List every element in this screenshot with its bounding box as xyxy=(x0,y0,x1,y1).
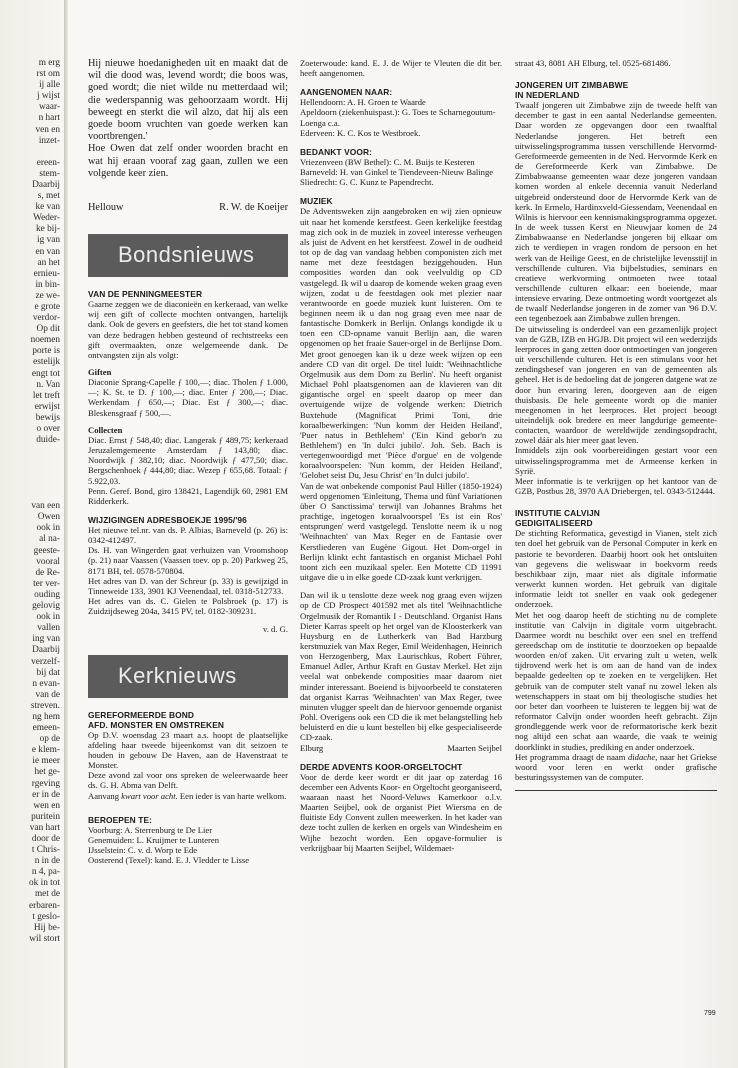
fragment-line: engt tot xyxy=(31,368,60,379)
column-3 xyxy=(515,58,717,1018)
bedankt-line: Vriezenveen (BW Bethel): C. M. Buijs te Kesteren xyxy=(300,156,475,167)
fragment-line xyxy=(0,490,60,501)
fragment-line xyxy=(0,479,60,490)
page-number: 799 xyxy=(704,1010,716,1017)
fragment-line: puritein xyxy=(31,811,60,822)
zimbabwe-text-4: Meer informatie is te verkrijgen op het kantoor van de GZB, Postbus 28, 3970 AA Driebergen, tel. 0343-512444. xyxy=(515,475,717,497)
fragment-line: vallen xyxy=(37,623,60,634)
adresboekje-text-1: Het nieuwe tel.nr. van ds. P. Albias, Barneveld (p. 26) is: 0342-412497. xyxy=(88,525,288,546)
fragment-line: ereen- xyxy=(36,157,60,168)
muziek-text-3: Dan wil ik u tenslotte deze week nog graag even wijzen op de CD Prospect 401592 met als titel 'Weihnachtliche Orgelmusik der Romantik I - Deutschland. Organist Hans Dieter Karras speelt op het orgel van de Kloosterkerk van Huysburg en de Lutherkerk van Bad Harzburg kerstmuziek van Max Reger, Emil Weidenhagen, Heinrich von Herzogenberg, Max Laurischkus, Robert Führer, Emanuel Adler, Arthur Kraft en Gustav Merkel. Het zijn veelal wat onbekende composities maar daarom niet minder interessant. Boeiend is bijvoorbeeld te constateren dat organist Karras 'Weihnachten' van Max Reger, twee minuten vlugger speelt dan de hiervoor genoemde organist Pohl. Overigens ook een CD die ik met belangstelling heb beluisterd en die u kunt bestellen bij elke gespecialiseerde CD-zaak. xyxy=(300,590,502,743)
collecten-address: Penn. Geref. Bond, giro 138421, Lagendijk 60, 2981 EM Ridderkerk. xyxy=(88,485,288,506)
monster-time: kwart voor acht. xyxy=(121,790,178,801)
fragment-line: n 4, pa- xyxy=(31,867,60,878)
fragment-line: Owen xyxy=(37,512,60,523)
heading-institutie-calvijn: INSTITUTIE CALVIJN xyxy=(515,508,600,519)
column-1 xyxy=(88,58,288,1018)
beroepen-line: Genemuiden: L. Kruijmer te Lunteren xyxy=(88,834,220,845)
section-banner-bondsnieuws: Bondsnieuws xyxy=(88,234,288,277)
fragment-line xyxy=(0,468,60,479)
calvijn-program-name: didache xyxy=(627,751,656,762)
fragment-line: ke bij- xyxy=(35,224,60,235)
fragment-line: rgeving xyxy=(31,778,60,789)
fragment-line: ing van xyxy=(32,634,60,645)
muziek-signature-place: Elburg xyxy=(300,742,324,753)
fragment-line: estelijk xyxy=(33,357,60,368)
giften-text: Diaconie Sprang-Capelle ƒ 100,—; diac. Tholen ƒ 1.000,—; K. St. te D. ƒ 100,—; diac. Enter ƒ 200,—; Diac. Werkendam ƒ 650,—; Diac. Est ƒ 300,—; diac. Bleskensgraaf ƒ 500,—. xyxy=(88,377,288,418)
fragment-line: e grote xyxy=(34,301,60,312)
fragment-line: emeen- xyxy=(32,723,60,734)
zimbabwe-text-2: De uitwisseling is onderdeel van een gezamenlijk project van de GZB, IZB en HGJB. Dit project wil een wederzijds leerproces in gang zetten door ontmoetingen van jongeren uit verschillende culturen. Het is een stimulans voor het zendingsbesef van jongeren en van de gemeenten als geheel. Het is de bedoeling dat de jongeren datgene wat ze door hun ervaring leren, doorgeven aan de eigen thuisbasis. De hele gemeente wordt op die manier meegenomen in het leerproces. Het project beoogt uiteindelijk ook bredere en meer langdurige gemeente-contacten, waardoor de wereldwijde zendingsopdracht, zowel dáár als hier meer gaat leven. xyxy=(515,323,717,446)
koor-orgeltocht-text: Voor de derde keer wordt er dit jaar op zaterdag 16 december een Advents Koor- en Orgeltocht georganiseerd, waaraan naast het Noord-Veluws Kamerkoor o.l.v. Maarten Seijbel, ook de organist Piet Wiersma en de fluitiste Edy Convent zullen meewerken. In het kader van deze tocht zullen de kerken en orgels van Windesheim en Wijhe bezocht worden. Een opgave-formulier is verkrijgbaar bij Maarten Seijbel, Wildemaet- xyxy=(300,771,502,853)
monster-text-3 xyxy=(88,791,288,801)
heading-bedankt: BEDANKT VOOR: xyxy=(300,146,373,157)
heading-koor-orgeltocht: DERDE ADVENTS KOOR-ORGELTOCHT xyxy=(300,761,463,772)
fragment-line: op de xyxy=(39,734,60,745)
fragment-line: wil stort xyxy=(29,933,60,944)
fragment-line: o over xyxy=(36,424,60,434)
beroepen-line: Oosterend (Texel): kand. E. J. Vledder te Lisse xyxy=(88,855,250,866)
fragment-line: n in de xyxy=(34,856,60,867)
fragment-line: verzelf- xyxy=(31,656,60,667)
fragment-line: Daarbij xyxy=(32,179,60,190)
muziek-text-2: Van de wat onbekende componist Paul Hiller (1850-1924) werd opgenomen 'Einleitung, Thema und fünf Variationen über O Sanctissima' terwijl van Johannes Brahms het prachtige, ingetogen koraalvoorspel 'Es ist ein Ros' entsprungen' werd vastgelegd. Tenslotte neem ik u nog 'Weihnachten' van Max Reger en de Fantasie over Kerstliederen van Eugène Gigout. Het Dom-orgel in Berlijn klinkt echt fantastisch en organist Michael Pohl toont zich een muzikaal speler. Een Motette CD 11991 uitgave die u in elke goede CD-zaak kunt verkrijgen. xyxy=(300,480,502,583)
fragment-line: ig van xyxy=(37,235,60,246)
heading-penningmeester: VAN DE PENNINGMEESTER xyxy=(88,289,203,300)
fragment-line: erwijst xyxy=(34,401,60,412)
signature-place: Hellouw xyxy=(88,202,124,214)
heading-aangenomen: AANGENOMEN NAAR: xyxy=(300,87,393,98)
fragment-line: stem- xyxy=(39,168,60,179)
heading-gereformeerde-bond: GEREFORMEERDE BOND xyxy=(88,709,195,720)
heading-gedigitaliseerd: GEDIGITALISEERD xyxy=(515,518,593,529)
fragment-line: van de xyxy=(35,689,60,700)
heading-adresboekje: WIJZIGINGEN ADRESBOEKJE 1995/'96 xyxy=(88,515,247,525)
fragment-line: ouding xyxy=(34,589,60,600)
fragment-line: wen en xyxy=(33,800,60,811)
fragment-line: ook in xyxy=(36,523,60,534)
fragment-line xyxy=(0,446,60,457)
fragment-line: vooral xyxy=(36,556,60,567)
adresboekje-text-4: Het adres van ds. C. Gielen te Polsbroek (p. 17) is Zuidzijdseweg 204a, 3415 PV, tel. 0182-309231. xyxy=(88,596,288,617)
fragment-line: in bin- xyxy=(35,279,60,290)
fragment-line: j wijst xyxy=(37,91,60,102)
fragment-line: gelovig xyxy=(32,601,60,612)
fragment-line: porte is xyxy=(32,346,60,357)
address-continued: straat 43, 8081 AH Elburg, tel. 0525-681486. xyxy=(515,58,671,68)
collecten-text: Diac. Ernst ƒ 548,40; diac. Langerak ƒ 489,75; kerkeraad Jeruzalemgemeente Amsterdam ƒ 143,80; diac. Noordwijk ƒ 382,10; diac. Noordwijk ƒ 477,50; diac. Bergschenhoek ƒ 444,80; diac. Wezep ƒ 655,68. Totaal: ƒ 5.922,03. xyxy=(88,434,288,486)
heading-in-nederland: IN NEDERLAND xyxy=(515,90,580,101)
column-2 xyxy=(300,58,502,1018)
fragment-line: Daarbij xyxy=(32,645,60,656)
zimbabwe-text-3: Inmiddels zijn ook voorbereidingen gestart voor een uitwisselingsprogramma met de Armeense kerken in Syrië. xyxy=(515,445,717,476)
end-rule xyxy=(515,790,717,791)
calvijn-program-rest: , naar het Griekse woord voor leren en werkt onder grafische besturingssystemen van de computer. xyxy=(515,751,717,782)
fragment-line: duide- xyxy=(36,435,60,446)
previous-page-fragments xyxy=(0,58,60,1018)
fragment-line: ernieu- xyxy=(33,268,60,279)
beroepen-continued: Zoeterwoude: kand. E. J. de Wijer te Vleuten die dit ber. heeft aangenomen. xyxy=(300,58,502,79)
fragment-line: erbaren- xyxy=(29,900,60,911)
calvijn-text-2: Met het oog daarop heeft de stichting nu de complete institutie van Calvijn in digitale vorm uitgebracht. Daarmee wordt nu beschikt over een snel en treffend gereedschap om de institutie te doorzoeken op bepaalde woorden en/of zaken. Uit ervaring zult u weten, welk tijdrovend werk het is om aan de hand van de index bepaalde gedeelten op te zoeken en te vergelijken. Het gebruik van de computer stelt vanaf nu zowel leken als wetenschappers in staat om bij theologische studies het oor beter dan voorheen te luisteren te leggen bij wat de reformator Calvijn onder woorden heeft gebracht. Zijn grondleggende werk voor de reformatorische kerk bezit nog altijd een schat aan waarde, die vaak te weinig doorklinkt in studies, prediking en ander onderzoek. xyxy=(515,609,717,752)
muziek-signature-author: Maarten Seijbel xyxy=(447,742,502,753)
fragment-line: e klem- xyxy=(31,745,60,756)
beroepen-line: Voorburg: A. Sterrenburg te De Lier xyxy=(88,824,213,835)
fragment-line: n evan- xyxy=(32,678,60,689)
monster-welcome: Een ieder is van harte welkom. xyxy=(177,790,287,801)
monster-text-2: Deze avond zal voor ons spreken de weleerwaarde heer ds. G. H. Abma van Delft. xyxy=(88,770,288,791)
monster-text-1: Op D.V. woensdag 23 maart a.s. hoopt de plaatselijke afdeling haar tweede bijeenkomst van dit seizoen te houden in gebouw De Haven, aan de Havenstraat te Monster. xyxy=(88,729,288,771)
fragment-line: streven. xyxy=(30,700,60,711)
fragment-line: ven en xyxy=(35,124,60,135)
fragment-line: ke van xyxy=(35,202,60,213)
fragment-line xyxy=(0,457,60,468)
beroepen-list xyxy=(88,825,288,866)
muziek-signature xyxy=(300,743,502,753)
signature-author: R. W. de Koeijer xyxy=(219,202,288,214)
fragment-line: ok in tot xyxy=(29,878,60,889)
fragment-line: bewijs xyxy=(35,412,60,423)
fragment-line: let treft xyxy=(32,390,60,401)
fragment-line: inzet- xyxy=(38,135,60,146)
bedankt-list xyxy=(300,157,502,187)
fragment-line: rst om xyxy=(36,69,60,80)
penningmeester-text: Gaarne zeggen we de diaconieën en kerkeraad, van welke wij een gift of collecte mochten ontvangen, hartelijk dank. Ook de gevers en geefsters, die het tot stand komen van deze bedragen hebben gesteund of rechtstreeks een gift overmaakten, onze welgemeende dank. De ontvangsten zijn als volgt: xyxy=(88,299,288,360)
fragment-line: het ge- xyxy=(34,767,60,778)
fragment-line: en van xyxy=(35,246,60,257)
page-fold-shadow xyxy=(64,0,68,1068)
fragment-line: noemen xyxy=(30,335,60,346)
adresboekje-signature: v. d. G. xyxy=(263,624,288,635)
fragment-line: t Chris- xyxy=(31,845,60,856)
bedankt-line: Barneveld: H. van Ginkel te Tiendeveen-Nieuw Balinge xyxy=(300,167,494,178)
heading-jongeren-zimbabwe: JONGEREN UIT ZIMBABWE xyxy=(515,80,629,91)
fragment-line: ng hem xyxy=(32,711,60,722)
fragment-line: ij alle xyxy=(39,80,60,91)
heading-afd-monster: AFD. MONSTER EN OMSTREKEN xyxy=(88,719,225,730)
fragment-line: Weder- xyxy=(33,213,60,224)
fragment-line: verdor- xyxy=(32,313,60,324)
aangenomen-line: Hellendoorn: A. H. Groen te Waarde xyxy=(300,97,426,108)
fragment-line: waar- xyxy=(39,102,60,113)
fragment-line: bij dat xyxy=(36,667,60,678)
fragment-line: Hij be- xyxy=(33,922,60,933)
article-signature xyxy=(88,202,288,214)
heading-beroepen: BEROEPEN TE: xyxy=(88,814,153,825)
fragment-line: door de xyxy=(31,834,60,844)
zimbabwe-text-1: Twaalf jongeren uit Zimbabwe zijn de tweede helft van december te gast in een aantal Nederlandse gemeenten. Daar worden ze opgevangen door een twaalftal Nederlandse jongeren. Het betreft een uitwisselingsprogramma tussen verschillende Hervormd-Gereformeerde gemeenten in de Ned. Hervormde Kerk en de Gereformeerde Kerk van Zimbabwe. De Zimbabwaanse gemeenten waar deze jongeren vandaan komen worden al enkele decennia vanuit Nederland uitgebreid ondersteund door de Hervormde Kerk van de kerk. In Ermelo, Hardinxveld-Giessendam, Veenendaal en Wilnis is hiervoor een kennismakingsprogramma opgezet. In de week tussen Kerst en Nieuwjaar komen de 24 Zimbabwaanse en Nederlandse jongeren bij elkaar om zich te verdiepen in vragen rondom de persoon en het werk van de Heilige Geest, en de christelijke levensstijl in verschillende culturen. Via bijbelstudies, seminars en creatieve werkvorming ontmoeten twee totaal verschillende culturen elkaar: een boeiende, maar intensieve ervaring. Deze ontmoeting wordt voortgezet als de twaalf Nederlandse jongeren in de zomer van '96 D.V. een tegenbezoek aan Zimbabwe zullen brengen. xyxy=(515,100,717,324)
heading-giften: Giften xyxy=(88,366,112,377)
calvijn-text-1: De stichting Reformatica, gevestigd in Vianen, stelt zich ten doel het gebruik van de Personal Computer in kerk en pastorie te bevorderen. Daarbij hoort ook het ontsluiten van gegevens die weliswaar in boekvorm reeds beschikbaar zijn, maar niet als digitale informatie verwerkt kunnen worden. Het gebruik van digitale informatie leidt tot sneller en vaak ook gedegener onderzoek. xyxy=(515,528,717,610)
fragment-line: van een xyxy=(31,501,60,512)
heading-muziek: MUZIEK xyxy=(300,196,333,207)
adresboekje-text-2: Ds. H. van Wingerden gaat verhuizen van Vroomshoop (p. 21) naar Vaassen (Vaassen toev. op p. 20) Parkweg 25, 8171 BH, tel. 0578-570804. xyxy=(88,545,288,576)
section-banner-kerknieuws: Kerknieuws xyxy=(88,655,288,698)
calvijn-program: Het programma draagt de naam xyxy=(515,751,628,762)
fragment-line: er in de xyxy=(32,789,60,800)
bedankt-line: Sliedrecht: G. C. Kunz te Papendrecht. xyxy=(300,177,434,188)
muziek-text-1: De Adventsweken zijn aangebroken en wij zien opnieuw uit naar het komende kerstfeest. Geen kerkelijke feestdag mag zich ook in de muziek in zoveel interesse verheugen als juist de Advent en het kerstfeest. Zowel in de oudheid tot op de dag van vandaag hebben componisten zich met name met deze feestdagen beziggehouden. Hun composities worden dan ook veelvuldig op CD vastgelegd. Ik wil u daarop de komende weken graag even wijzen, zodat u de feestdagen ook met plezier naar verantwoorde en goede muziek kunt luisteren. Om te beginnen neem ik u dan nog graag even mee naar de fantastische Domkerk in Berlijn. Onlangs kondigde ik u toen een CD-opname vanuit Berlijn aan, die waren opgenomen op het fraaie Sauer-orgel in de Berlijnse Dom. Met groot genoegen kan ik u deze week wijzen op een andere CD van dit orgel. De titel luidt: 'Weihnachtliche Orgelmusik aus dem Dom zu Berlin'. Nu heeft organist Michael Pohl plaatsgenomen aan de klavieren van dit gigantische orgel en speelt daarop op meer dan overtuigende wijze de volgende werken: Dietrich Buxtehude (Magnificat Primi Toni, drie koraalbewerkingen: 'Nun komm der Heiden Heiland', 'Puer natus in Bethlehem' ('Ein Kind gebor'n zu Bethlehem') en 'In dulci jubilo'. Joh. Seb. Bach is vertegenwoordigd met 'Pièce d'orgue' en de volgende koraalvoorspelen: 'Nun komm, der Heiden Heiland', 'Gelobet seist Du, Jesu Christ' en 'In dulci jubilo'. xyxy=(300,206,502,481)
fragment-line: met de xyxy=(34,889,60,900)
fragment-line: s, met xyxy=(37,191,60,202)
fragment-line: al na- xyxy=(39,534,60,545)
fragment-line: van hart xyxy=(29,822,60,833)
fragment-line: n. Van xyxy=(36,379,60,390)
fragment-line: ie meer xyxy=(32,756,60,767)
fragment-line: an het xyxy=(37,257,60,268)
calvijn-text-3 xyxy=(515,752,717,782)
article-closing-text-2: Hoe Owen dat zelf onder woorden bracht en wat hij eraan vooraf zag gaan, zullen we een volgende keer zien. xyxy=(88,143,288,179)
fragment-line: t geslo- xyxy=(32,911,60,922)
fragment-line: ook in xyxy=(36,612,60,623)
article-closing-text: Hij nieuwe hoedanigheden uit en maakt dat de wil die dood was, levend wordt; die boos was, goed wordt; die niet wilde nu metterdaad wil; die wederspannig was gehoorzaam wordt. Hij beweegt en sterkt die wil alzo, dat hij als een goede boom vruchten van goede werken kan voortbrengen.' xyxy=(88,58,288,143)
fragment-line: n hart xyxy=(38,113,60,124)
fragment-line xyxy=(0,147,60,158)
fragment-line: m erg xyxy=(38,58,60,68)
aangenomen-line: Apeldoorn (ziekenhuispast.): G. Toes te Scharnegoutum-Loenga c.a. xyxy=(300,107,496,128)
heading-collecten: Collecten xyxy=(88,424,123,435)
fragment-line: ter ver- xyxy=(33,578,60,589)
monster-aanvang: Aanvang xyxy=(88,790,122,801)
fragment-line: geeste- xyxy=(33,545,60,556)
aangenomen-list xyxy=(300,97,502,138)
fragment-line: de Re- xyxy=(35,567,60,578)
adresboekje-text-3: Het adres van D. van der Schreur (p. 33) is gewijzigd in Tinneweide 133, 3901 KJ Veenendaal, tel. 0318-512733. xyxy=(88,575,288,596)
fragment-line: ze we- xyxy=(35,290,60,301)
fragment-line: Op dit xyxy=(36,324,60,335)
beroepen-line: IJsselstein: C. v. d. Worp te Ede xyxy=(88,844,198,855)
aangenomen-line: Ederveen: K. C. Kos te Westbroek. xyxy=(300,127,421,138)
